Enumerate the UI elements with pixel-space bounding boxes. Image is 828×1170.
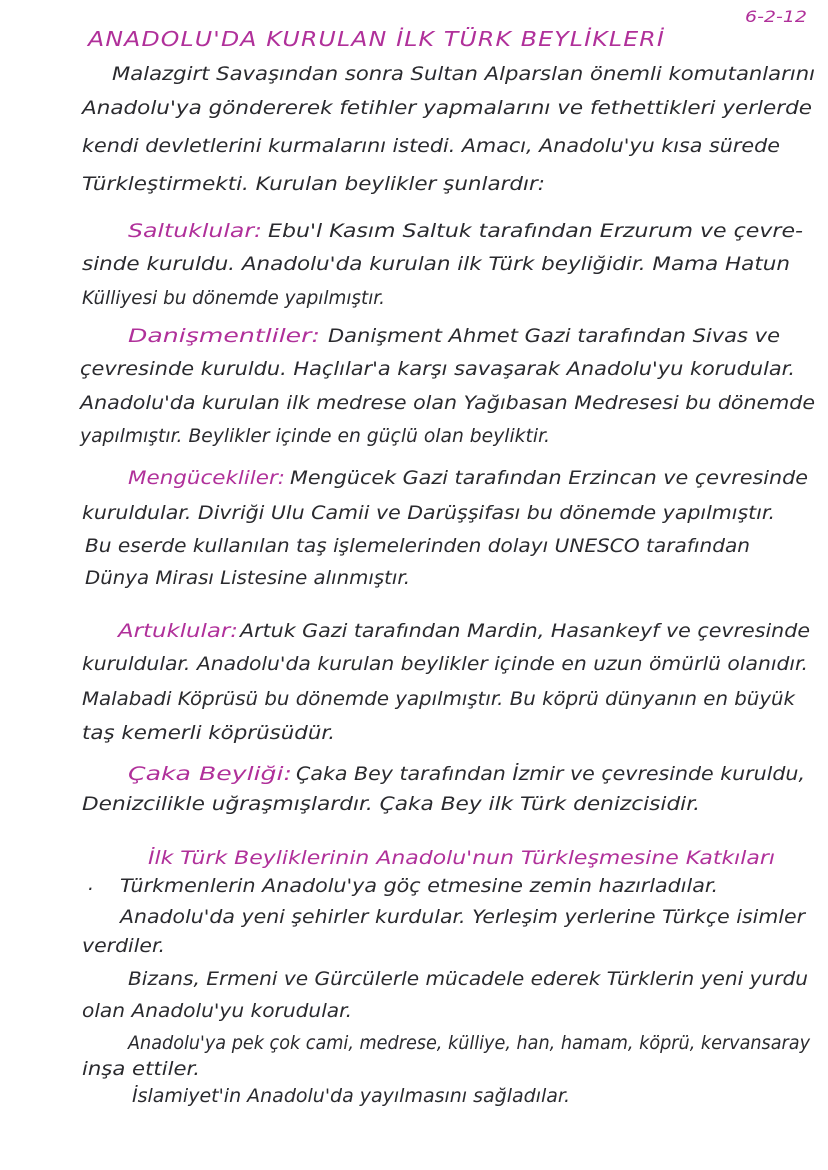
section-saltuklular	[82, 220, 803, 309]
text-line: çevresinde kuruldu. Haçlılar'a karşı savaşarak Anadolu'yu korudular.	[80, 358, 795, 380]
text-line: Mengücek Gazi tarafından Erzincan ve çevresinde	[290, 467, 808, 489]
text-line: Ebu'l Kasım Saltuk tarafından Erzurum ve çevre-	[268, 220, 804, 242]
section-label: Artuklular:	[115, 620, 238, 642]
section-artuklular	[82, 620, 810, 744]
text-line: kendi devletlerini kurmalarını istedi. Amacı, Anadolu'yu kısa sürede	[82, 135, 780, 157]
text-line: Anadolu'ya pek çok cami, medrese, külliye, han, hamam, köprü, kervansaray	[126, 1032, 811, 1054]
bullet-dot: .	[88, 873, 95, 895]
text-line: Türkleştirmekti. Kurulan beylikler şunlardır:	[82, 173, 545, 195]
section-mengucekliler	[82, 467, 808, 589]
section-label: Mengücekliler:	[128, 467, 285, 489]
text-line: Anadolu'da yeni şehirler kurdular. Yerleşim yerlerine Türkçe isimler	[117, 906, 807, 928]
text-line: kuruldular. Anadolu'da kurulan beylikler içinde en uzun ömürlü olanıdır.	[82, 653, 808, 675]
text-line: kuruldular. Divriği Ulu Camii ve Darüşşifası bu dönemde yapılmıştır.	[82, 502, 775, 524]
text-line: sinde kuruldu. Anadolu'da kurulan ilk Türk beyliğidir. Mama Hatun	[82, 253, 790, 275]
text-line: Anadolu'da kurulan ilk medrese olan Yağıbasan Medresesi bu dönemde	[77, 392, 815, 414]
text-line: Denizcilikle uğraşmışlardır. Çaka Bey ilk Türk denizcisidir.	[82, 793, 700, 815]
text-line: Külliyesi bu dönemde yapılmıştır.	[82, 287, 385, 309]
text-line: Malabadi Köprüsü bu dönemde yapılmıştır. Bu köprü dünyanın en büyük	[82, 688, 797, 710]
section-heading: İlk Türk Beyliklerinin Anadolu'nun Türkleşmesine Katkıları	[148, 847, 691, 869]
text-line: İslamiyet'in Anadolu'da yayılmasını sağladılar.	[132, 1085, 571, 1107]
text-line: Danişment Ahmet Gazi tarafından Sivas ve	[328, 325, 780, 347]
text-line: taş kemerli köprüsüdür.	[82, 722, 335, 744]
intro-paragraph	[80, 63, 815, 195]
section-label: Saltuklular:	[128, 220, 262, 242]
text-line: Çaka Bey tarafından İzmir ve çevresinde kuruldu,	[296, 763, 767, 785]
text-line: inşa ettiler.	[82, 1058, 200, 1080]
text-line: olan Anadolu'yu korudular.	[82, 1000, 352, 1022]
text-line: Bu eserde kullanılan taş işlemelerinden dolayı UNESCO tarafından	[85, 535, 750, 557]
section-label: Danişmentliler:	[128, 325, 320, 347]
section-danismentliler	[78, 325, 815, 447]
section-label: Çaka Beyliği:	[128, 763, 292, 785]
text-line: Bizans, Ermeni ve Gürcülerle mücadele ederek Türklerin yeni yurdu	[128, 968, 808, 990]
text-line: Artuk Gazi tarafından Mardin, Hasankeyf ve çevresinde	[237, 620, 810, 642]
text-line: Dünya Mirası Listesine alınmıştır.	[85, 567, 410, 589]
page-title: ANADOLU'DA KURULAN İLK TÜRK BEYLİKLERİ	[85, 27, 666, 51]
text-line: yapılmıştır. Beylikler içinde en güçlü olan beyliktir.	[79, 425, 550, 447]
date: 6-2-12	[745, 7, 807, 26]
text-line: Türkmenlerin Anadolu'ya göç etmesine zemin hazırladılar.	[120, 875, 718, 897]
text-line: verdiler.	[82, 935, 165, 957]
contributions-section	[82, 846, 811, 1107]
text-line: Anadolu'ya göndererek fetihler yapmalarını ve fethettikleri yerlerde	[79, 97, 812, 119]
text-line: Malazgirt Savaşından sonra Sultan Alparslan önemli komutanlarını	[112, 63, 815, 85]
section-caka-beyligi	[82, 762, 805, 815]
